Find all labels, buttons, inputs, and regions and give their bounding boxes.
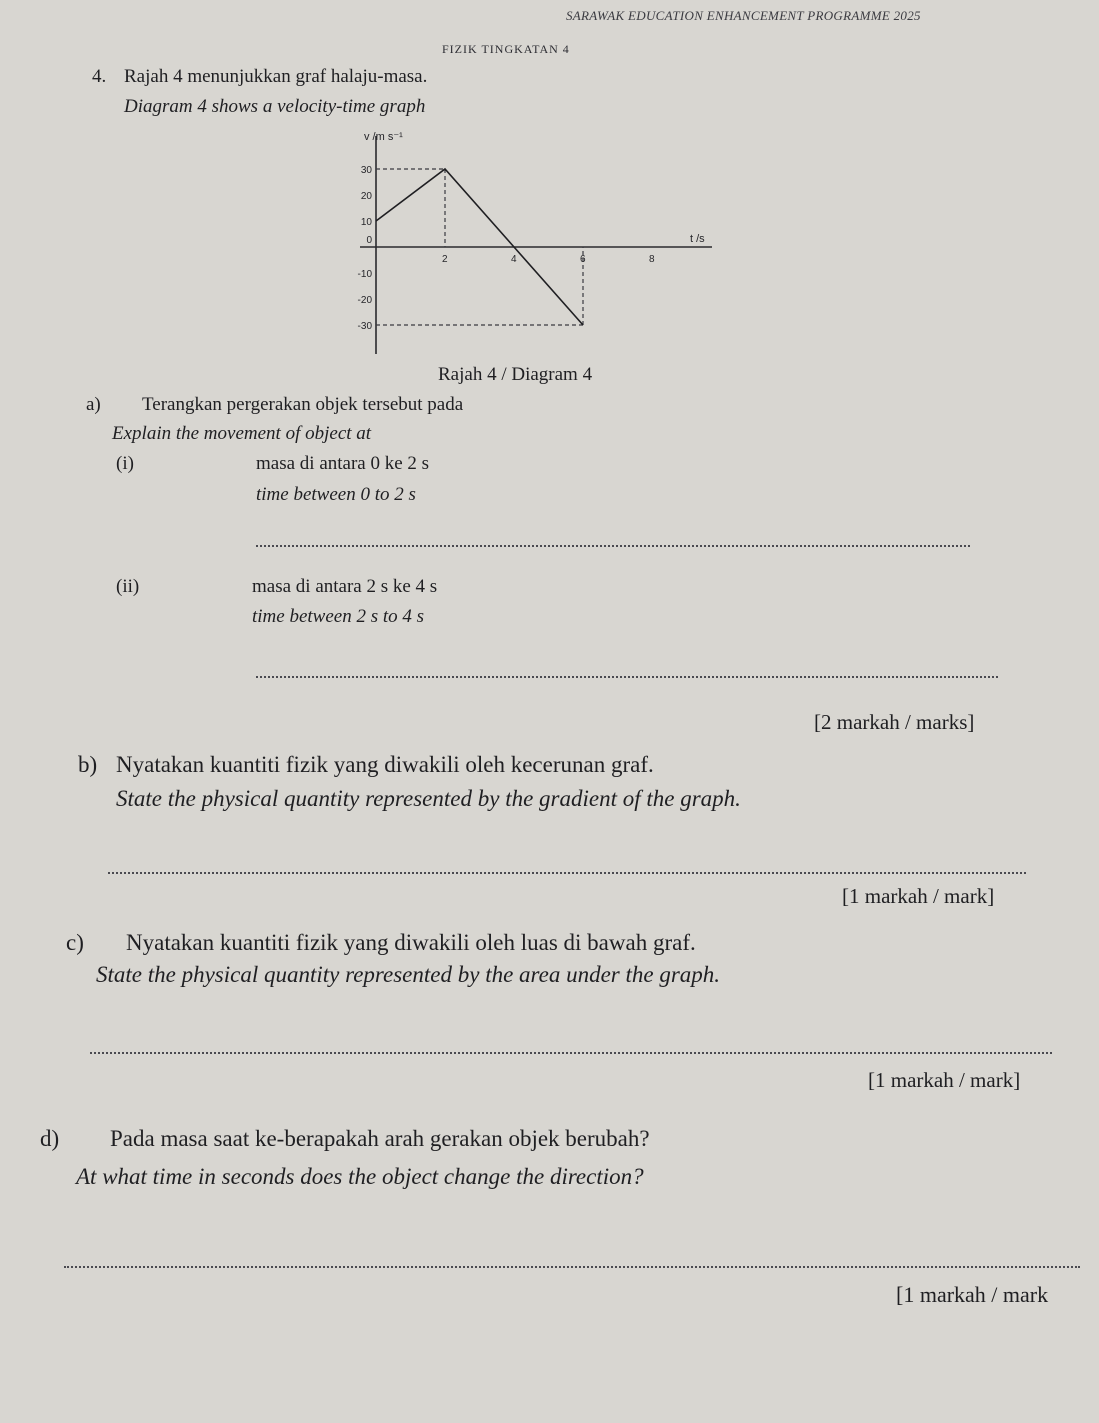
part-a-ii-ms: masa di antara 2 s ke 4 s <box>252 576 438 597</box>
y-tick--10: -10 <box>357 269 372 280</box>
y-tick-20: 20 <box>360 191 372 202</box>
part-a-ms: Terangkan pergerakan objek tersebut pada <box>142 394 464 415</box>
y-axis-label: v /m s⁻¹ <box>364 131 403 143</box>
answer-line-a-ii[interactable] <box>256 676 998 678</box>
part-c-en: State the physical quantity represented by the area under the graph. <box>96 962 721 987</box>
y-tick--20: -20 <box>357 295 372 306</box>
part-a-i-en: time between 0 to 2 s <box>256 484 416 505</box>
x-tick-8: 8 <box>649 254 655 265</box>
question-number: 4. <box>92 66 107 87</box>
diagram-caption: Rajah 4 / Diagram 4 <box>438 364 593 385</box>
part-a-ii-label: (ii) <box>116 576 140 597</box>
answer-line-c[interactable] <box>90 1052 1052 1054</box>
part-d-en: At what time in seconds does the object change the direction? <box>76 1164 644 1189</box>
y-tick--30: -30 <box>357 321 372 332</box>
part-a-label: a) <box>86 394 101 415</box>
part-d-marks: [1 markah / mark <box>896 1282 1049 1307</box>
part-a-marks: [2 markah / marks] <box>814 710 975 734</box>
part-c-label: c) <box>66 930 84 955</box>
answer-line-a-i[interactable] <box>256 545 970 547</box>
y-tick-10: 10 <box>360 217 372 228</box>
part-b-en: State the physical quantity represented by the gradient of the graph. <box>116 786 741 811</box>
programme-header: SARAWAK EDUCATION ENHANCEMENT PROGRAMME 2025 <box>566 8 921 23</box>
x-axis-label: t /s <box>690 233 705 245</box>
part-c-ms: Nyatakan kuantiti fizik yang diwakili oleh luas di bawah graf. <box>126 930 696 955</box>
y-tick-0: 0 <box>366 235 372 246</box>
part-b-ms: Nyatakan kuantiti fizik yang diwakili oleh kecerunan graf. <box>116 752 654 777</box>
part-a-i-ms: masa di antara 0 ke 2 s <box>256 453 430 474</box>
answer-line-d[interactable] <box>64 1266 1080 1268</box>
x-tick-2: 2 <box>442 254 448 265</box>
part-b-marks: [1 markah / mark] <box>842 884 995 908</box>
answer-line-b[interactable] <box>108 872 1026 874</box>
part-a-i-label: (i) <box>116 453 134 474</box>
part-a-ii-en: time between 2 s to 4 s <box>252 606 425 627</box>
x-tick-4: 4 <box>511 254 517 265</box>
y-tick-30: 30 <box>360 165 372 176</box>
question-intro-ms: Rajah 4 menunjukkan graf halaju-masa. <box>124 66 428 87</box>
subject-header: FIZIK TINGKATAN 4 <box>442 42 570 56</box>
x-tick-6: 6 <box>580 254 586 265</box>
part-c-marks: [1 markah / mark] <box>868 1068 1021 1092</box>
question-intro-en: Diagram 4 shows a velocity-time graph <box>124 96 426 117</box>
part-d-ms: Pada masa saat ke-berapakah arah gerakan objek berubah? <box>110 1126 650 1151</box>
velocity-time-graph <box>357 118 740 364</box>
part-d-label: d) <box>40 1126 60 1151</box>
part-a-en: Explain the movement of object at <box>112 423 372 444</box>
part-b-label: b) <box>78 752 98 777</box>
